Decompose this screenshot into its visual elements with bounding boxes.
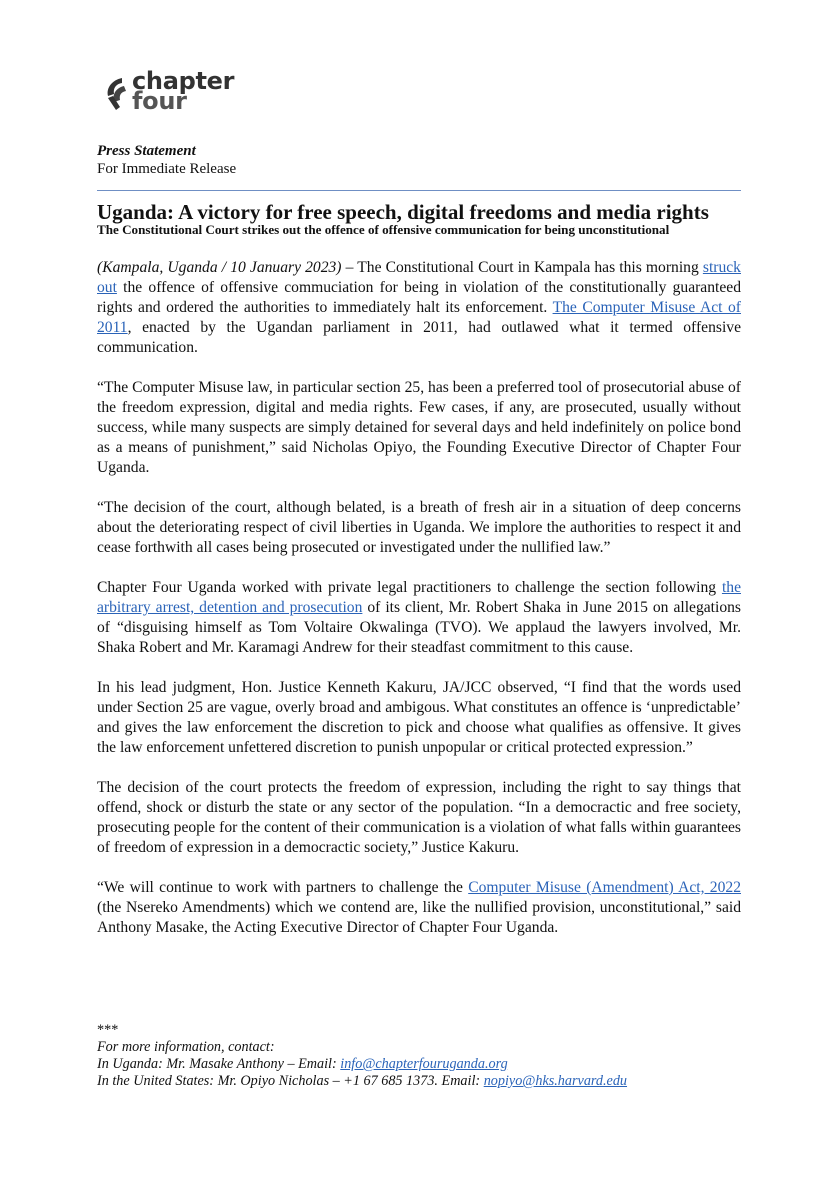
paragraph-6: The decision of the court protects the freedom of expression, including the right to say things that offend, shock or disturb the state or any sector of the population. “In a democractic and free society, prosecuting people for the content of their communication is a violation of what falls within guarantees of freedom of expression in a democractic society,” Justice Kakuru. xyxy=(97,779,741,856)
uganda-contact-text: In Uganda: Mr. Masake Anthony – Email: xyxy=(97,1056,341,1072)
uganda-email-link[interactable]: info@chapterfouruganda.org xyxy=(340,1056,508,1072)
paragraph-3: “The decision of the court, although belated, is a breath of fresh air in a situation of deep concerns about the deteriorating respect of civil liberties in Uganda. We implore the authorities to respect it and cease forthwith all cases being prosecuted or investigated under the nullified law.” xyxy=(97,499,741,556)
paragraph-4 xyxy=(97,578,741,658)
paragraph-1-text-c: , enacted by the Ugandan parliament in 2011, had outlawed what it termed offensive communication. xyxy=(97,319,741,356)
paragraph-7 xyxy=(97,878,741,938)
paragraph-7-text-b: (the Nsereko Amendments) which we contend are, like the nullified provision, unconstitutional,” said Anthony Masake, the Acting Executive Director of Chapter Four Uganda. xyxy=(97,899,741,936)
press-statement-label: Press Statement xyxy=(97,143,196,159)
section-separator: *** xyxy=(97,1022,119,1038)
paragraph-7-text-a: “We will continue to work with partners to challenge the xyxy=(97,879,469,896)
paragraph-2: “The Computer Misuse law, in particular section 25, has been a preferred tool of prosecutorial abuse of the freedom expression, digital and media rights. Few cases, if any, are prosecuted, usually without success, while many suspects are simply detained for several days and held indefinitely on police bond as a means of punishment,” said Nicholas Opiyo, the Founding Executive Director of Chapter Four Uganda. xyxy=(97,379,741,476)
paragraph-5: In his lead judgment, Hon. Justice Kenneth Kakuru, JA/JCC observed, “I find that the words used under Section 25 are vague, overly broad and ambigous. What constitutes an offence is ‘unpredictable’ and gives the law enforcement the discretion to pick and choose what qualifies as offensive. It gives the law enforcement unfettered discretion to punish unpopular or critical protected expression.” xyxy=(97,679,741,756)
us-contact-text: In the United States: Mr. Opiyo Nicholas – +1 67 685 1373. Email: xyxy=(97,1073,484,1089)
uganda-contact xyxy=(97,1056,741,1073)
computer-misuse-act-2011-link[interactable]: The Computer Misuse Act of 2011 xyxy=(97,299,741,336)
statement-body xyxy=(97,258,741,958)
release-header xyxy=(97,142,236,178)
dateline: (Kampala, Uganda / 10 January 2023) xyxy=(97,259,342,276)
contact-footer xyxy=(97,1022,741,1090)
immediate-release-label: For Immediate Release xyxy=(97,161,237,177)
paragraph-1 xyxy=(97,258,741,358)
paragraph-1-text-a: – The Constitutional Court in Kampala has this morning xyxy=(341,259,703,276)
logo-word-chapter: chapter xyxy=(132,67,235,95)
us-contact xyxy=(97,1073,741,1090)
computer-misuse-amendment-act-link[interactable]: Computer Misuse (Amendment) Act, 2022 xyxy=(468,879,741,896)
chapter-four-logo xyxy=(102,67,262,120)
more-info-label: For more information, contact: xyxy=(97,1039,275,1055)
paragraph-1-text-b: the offence of offensive commuciation for being in violation of the constitutionally guaranteed rights and ordered the authorities to immediately halt its enforcement. xyxy=(97,279,741,316)
paragraph-4-text-b: of its client, Mr. Robert Shaka in June 2015 on allegations of “disguising himself as Tom Voltaire Okwalinga (TVO). We applaud the lawyers involved, Mr. Shaka Robert and Mr. Karamagi Andrew for their steadfast commitment to this cause. xyxy=(97,599,741,656)
paragraph-4-text-a: Chapter Four Uganda worked with private legal practitioners to challenge the section following xyxy=(97,579,722,596)
page-title: Uganda: A victory for free speech, digital freedoms and media rights xyxy=(97,200,709,224)
chapter-four-logo-icon xyxy=(102,74,130,114)
page-subtitle: The Constitutional Court strikes out the offence of offensive communication for being unconstitutional xyxy=(97,222,670,237)
logo-word-four: four xyxy=(132,87,187,115)
arbitrary-arrest-link[interactable]: the arbitrary arrest, detention and prosecution xyxy=(97,579,741,616)
struck-out-link[interactable]: struck out xyxy=(97,259,741,296)
us-email-link[interactable]: nopiyo@hks.harvard.edu xyxy=(483,1073,628,1089)
header-divider xyxy=(97,190,741,191)
